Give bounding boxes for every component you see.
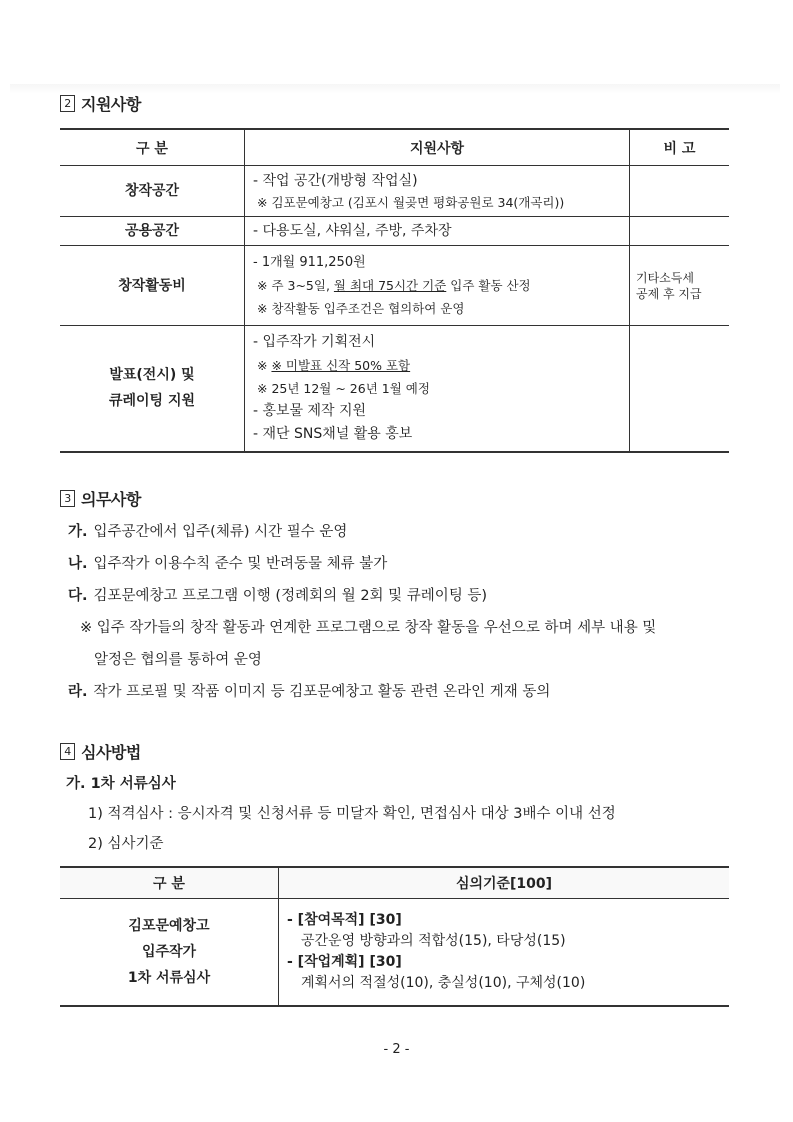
criteria-detail: 계획서의 적절성(10), 충실성(10), 구체성(10) (301, 975, 586, 991)
row-category: 공용공간 (60, 217, 245, 246)
criteria-detail: 공간운영 방향과의 적합성(15), 타당성(15) (301, 933, 566, 949)
item-text: 작가 프로필 및 작품 이미지 등 김포문예창고 활동 관련 온라인 게재 동의 (93, 684, 551, 700)
section-2-title-text: 지원사항 (81, 95, 141, 114)
item-label: 다. (68, 588, 88, 604)
list-item (68, 580, 656, 612)
list-item (68, 548, 656, 580)
row-content (245, 326, 630, 452)
section-4-number: 4 (60, 743, 75, 760)
content-line: - 1개월 911,250원 (253, 255, 366, 270)
review-point-2: 2) 심사기준 (88, 836, 164, 852)
table-row (60, 326, 729, 452)
row-note (630, 326, 730, 452)
underlined-text: ※ 미발표 신작 50% 포함 (271, 357, 411, 373)
list-item (68, 676, 656, 708)
item-label: 라. (68, 684, 88, 700)
content-line: - 재단 SNS채널 활용 홍보 (253, 425, 413, 442)
item-text: 김포문예창고 프로그램 이행 (정례회의 월 2회 및 큐레이팅 등) (93, 588, 488, 604)
criteria-heading: - [작업계획] [30] (287, 954, 402, 970)
content-line: - 작업 공간(개방형 작업실) (253, 172, 418, 189)
section-3-title-text: 의무사항 (81, 490, 141, 509)
subsection-title: 가. 1차 서류심사 (66, 776, 176, 792)
criteria-table (60, 866, 729, 1007)
section-3-title (60, 487, 141, 510)
category-line: 발표(전시) 및 (109, 367, 195, 384)
row-category (60, 326, 245, 452)
category-line: 입주작가 (141, 944, 197, 960)
category-line: 김포문예창고 (128, 918, 210, 934)
table-row (60, 217, 729, 246)
content-line (253, 274, 629, 297)
section-3-number: 3 (60, 490, 75, 507)
row-content (245, 246, 630, 326)
table-row (60, 166, 729, 217)
item-text: 입주작가 이용수칙 준수 및 반려동물 체류 불가 (93, 556, 388, 572)
item-label: 나. (68, 556, 88, 572)
content-fragment: ※ 주 3~5일, (257, 278, 334, 293)
row-category: 창작공간 (60, 166, 245, 217)
row-note: 기타소득세 공제 후 지급 (630, 246, 730, 326)
header-note: 비 고 (630, 129, 730, 166)
page-number: - 2 - (383, 1042, 410, 1057)
row-content (245, 217, 630, 246)
content-line: ※ ※ 미발표 신작 50% 포함 (257, 357, 411, 373)
review-point-1: 1) 적격심사 : 응시자격 및 신청서류 등 미달자 확인, 면접심사 대상 3배수 이내 선정 (88, 806, 616, 822)
row-content (245, 166, 630, 217)
row-content (279, 899, 730, 1007)
content-line: - 다용도실, 샤워실, 주방, 주차장 (253, 222, 452, 239)
table-row (60, 899, 729, 1007)
section-2-number: 2 (60, 95, 75, 112)
row-note (630, 166, 730, 217)
note-line: 알정은 협의를 통하여 운영 (94, 652, 262, 668)
header-support: 지원사항 (245, 129, 630, 166)
criteria-table-header (60, 867, 729, 899)
content-fragment: 입주 활동 산정 (446, 278, 531, 293)
list-item (68, 516, 656, 548)
duty-list (68, 516, 656, 708)
header-category: 구 분 (60, 129, 245, 166)
underlined-text: 월 최대 75시간 기준 (333, 278, 447, 293)
item-text: 입주공간에서 입주(체류) 시간 필수 운영 (93, 524, 348, 540)
content-line: ※ 김포문예창고 (김포시 월곶면 평화공원로 34(개곡리)) (257, 194, 565, 210)
row-note (630, 217, 730, 246)
section-4-title (60, 740, 141, 763)
content-line: - 입주작가 기획전시 (253, 333, 376, 350)
item-label: 가. (68, 524, 88, 540)
category-line: 1차 서류심사 (127, 970, 211, 986)
category-line: 큐레이팅 지원 (108, 393, 196, 410)
support-table-header (60, 129, 729, 166)
content-line: - 홍보물 제작 지원 (253, 402, 367, 419)
section-4-title-text: 심사방법 (81, 743, 141, 762)
row-category (60, 899, 279, 1007)
section-2-title (60, 92, 141, 115)
criteria-heading: - [참여목적] [30] (287, 912, 402, 928)
header-criteria: 심의기준[100] (279, 867, 730, 899)
row-category: 창작활동비 (60, 246, 245, 326)
header-category: 구 분 (60, 867, 279, 899)
note-line: ※ 입주 작가들의 창작 활동과 연계한 프로그램으로 창작 활동을 우선으로 하며 세부 내용 및 (80, 620, 657, 636)
content-line: ※ 25년 12월 ~ 26년 1월 예정 (257, 380, 430, 396)
table-row (60, 246, 729, 326)
content-line: ※ 창작활동 입주조건은 협의하여 운영 (257, 301, 465, 316)
support-table (60, 128, 729, 453)
